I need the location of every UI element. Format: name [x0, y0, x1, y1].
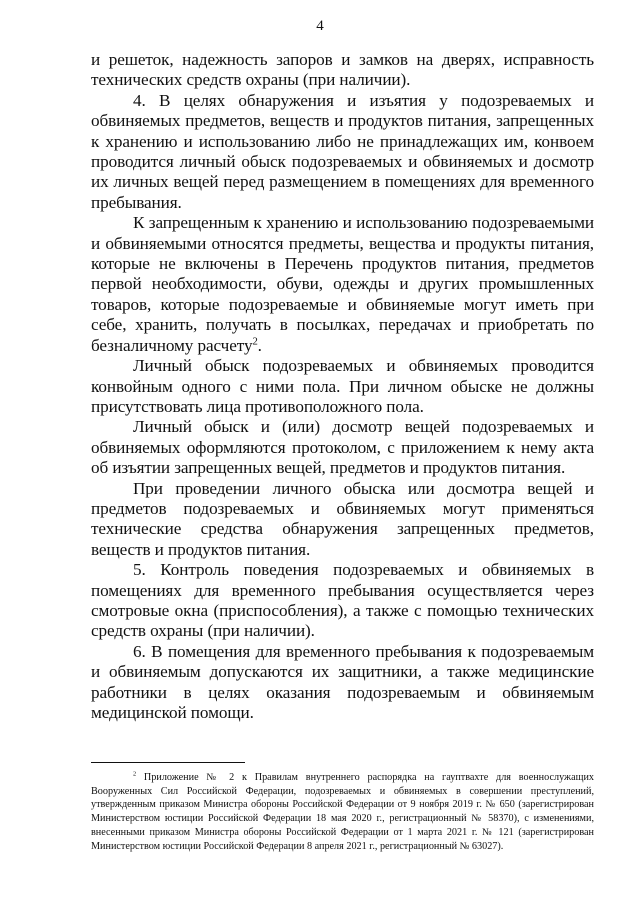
- paragraph-item-5: 5. Контроль поведения подозреваемых и обвиняемых в помещениях для временного пребывания осуществляется через смотровые окна (приспособления), а также с помощью технических средств охраны (при наличии).: [91, 560, 594, 641]
- paragraph-end-period: .: [257, 335, 262, 355]
- paragraph-prohibited-items-text: К запрещенным к хранению и использованию подозреваемыми и обвиняемыми относятся предметы, вещества и продукты питания, которые не включены в Перечень продуктов питания, предметов первой необходимости, обуви, одежды и других промышленных товаров, которые подозреваемые и обвиняемые могут иметь при себе, хранить, получать в посылках, передачах и приобретать по безналичному расчету: [91, 213, 594, 355]
- page-number: 4: [316, 18, 324, 34]
- footnote: [91, 771, 594, 853]
- paragraph-item-6: 6. В помещения для временного пребывания к подозреваемым и обвиняемым допускаются их защитники, а также медицинские работники в целях оказания подозреваемым и обвиняемым медицинской помощи.: [91, 641, 594, 722]
- paragraph-personal-search: Личный обыск подозреваемых и обвиняемых проводится конвойным одного с ними пола. При личном обыске не должны присутствовать лица противоположного пола.: [91, 356, 594, 416]
- document-body: [91, 50, 594, 723]
- paragraph-item-4: 4. В целях обнаружения и изъятия у подозреваемых и обвиняемых предметов, веществ и продуктов питания, запрещенных к хранению и использованию либо не принадлежащих им, конвоем проводится личный обыск подозреваемых и обвиняемых и досмотр их личных вещей перед размещением в помещениях для временного пребывания.: [91, 90, 594, 212]
- paragraph-search-protocol: Личный обыск и (или) досмотр вещей подозреваемых и обвиняемых оформляются протоколом, с приложением к нему акта об изъятии запрещенных вещей, предметов и продуктов питания.: [91, 417, 594, 478]
- paragraph-prohibited-items: [91, 213, 594, 356]
- footnote-reference: 2: [252, 335, 258, 347]
- footnote-text: Приложение № 2 к Правилам внутреннего распорядка на гауптвахте для военнослужащих Вооруженных Сил Российской Федерации, подозреваемых и обвиняемых в совершении преступлений, утвержденным приказом Министра обороны Российской Федерации от 9 ноября 2019 г. № 650 (зарегистрирован Министерством юстиции Российской Федерации 18 мая 2020 г., регистрационный № 58370), с изменениями, внесенными приказом Министра обороны Российской Федерации от 1 марта 2021 г. № 121 (зарегистрирован Министерством юстиции Российской Федерации 8 апреля 2021 г., регистрационный № 63027).: [91, 772, 594, 852]
- footnote-marker: 2: [133, 770, 137, 778]
- footnote-separator: [91, 762, 245, 763]
- paragraph-technical-means: При проведении личного обыска или досмотра вещей и предметов подозреваемых и обвиняемых могут применяться технические средства обнаружения запрещенных предметов, веществ и продуктов питания.: [91, 478, 594, 559]
- paragraph-continuation: и решеток, надежность запоров и замков на дверях, исправность технических средств охраны (при наличии).: [91, 50, 594, 90]
